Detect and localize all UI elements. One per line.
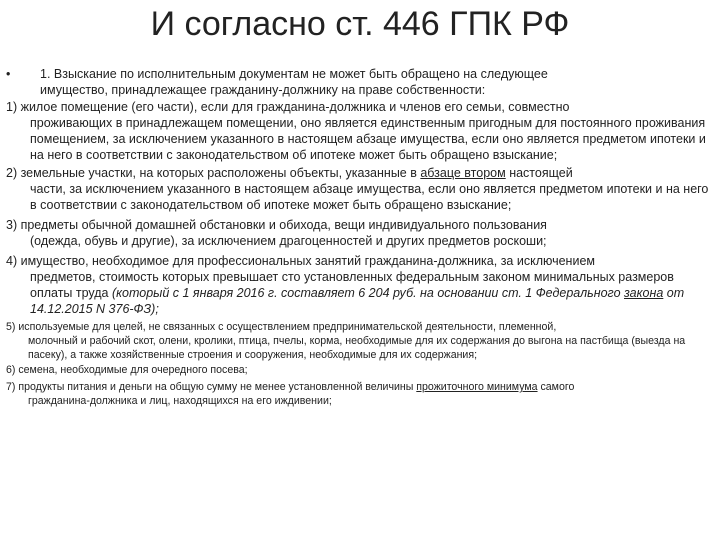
item-3-first-line: 3) предметы обычной домашней обстановки и обихода, вещи индивидуального пользования <box>6 218 547 232</box>
list-item-6 <box>6 363 712 377</box>
list-item-3 <box>6 217 712 249</box>
item-1-first-line: 1) жилое помещение (его части), если для гражданина-должника и членов его семьи, совместно <box>6 100 570 114</box>
bullet-icon: • <box>6 67 11 81</box>
item-4-italic-note: (который с 1 января 2016 г. составляет 6 204 руб. на основании ст. 1 Федерального <box>111 286 625 300</box>
item-5-first-line: 5) используемые для целей, не связанных с осуществлением предпринимательской деятельности, племенной, <box>6 321 557 333</box>
item-2-first-line <box>6 165 712 181</box>
intro-line-2: имущество, принадлежащее гражданину-должнику на праве собственности: <box>40 83 486 97</box>
item-3-rest: (одежда, обувь и другие), за исключением драгоценностей и других предметов роскоши; <box>30 234 547 248</box>
link-abzac-vtorom[interactable]: абзаце втором <box>420 166 506 180</box>
item-6-first-line: 6) семена, необходимые для очередного посева; <box>6 364 248 376</box>
item-7-text-before: 7) продукты питания и деньги на общую сумму не менее установленной величины <box>6 381 417 393</box>
item-2-text-after: настоящей <box>505 166 573 180</box>
item-2-text-before: 2) земельные участки, на которых расположены объекты, указанные в <box>6 166 421 180</box>
link-prozhitochnyi-minimum[interactable]: прожиточного минимума <box>416 381 538 393</box>
list-item-5 <box>6 320 712 362</box>
item-4-rest <box>6 269 712 317</box>
list-item-7 <box>6 380 712 408</box>
slide-body <box>6 66 712 408</box>
item-4-first-line: 4) имущество, необходимое для профессиональных занятий гражданина-должника, за исключением <box>6 254 595 268</box>
item-5-rest: молочный и рабочий скот, олени, кролики, птица, пчелы, корма, необходимые для их содержания до выгона на пастбища (выезда на пасеку), а также хозяйственные строения и сооружения, необходимые для их содержания; <box>28 335 686 361</box>
page-title: И согласно ст. 446 ГПК РФ <box>150 5 570 43</box>
link-zakon[interactable]: закона <box>624 286 664 300</box>
item-4-text: предметов, стоимость которых превышает сто установленных федеральным законом минимальных размеров оплаты труда <box>30 270 674 300</box>
list-item-1 <box>6 99 712 163</box>
item-7-text-after: самого <box>537 381 575 393</box>
item-7-rest: гражданина-должника и лиц, находящихся на его иждивении; <box>28 395 332 407</box>
intro-paragraph <box>6 66 712 98</box>
list-item-2 <box>6 165 712 213</box>
item-4-italic-end: от 14.12.2015 N 376-ФЗ); <box>30 286 685 316</box>
list-item-4 <box>6 253 712 317</box>
intro-line-1: 1. Взыскание по исполнительным документам не может быть обращено на следующее <box>40 67 548 81</box>
item-7-first-line <box>6 380 712 394</box>
item-1-rest: проживающих в принадлежащем помещении, оно является единственным пригодным для постоянного проживания помещением, за исключением указанного в настоящем абзаце имущества, если оно является предметом ипотеки и на него в соответствии с законодательством об ипотеке может быть обращено взыскание; <box>30 116 706 162</box>
item-2-rest: части, за исключением указанного в настоящем абзаце имущества, если оно является предметом ипотеки и на него в соответствии с законодательством об ипотеке может быть обращено взыскание; <box>30 182 709 212</box>
